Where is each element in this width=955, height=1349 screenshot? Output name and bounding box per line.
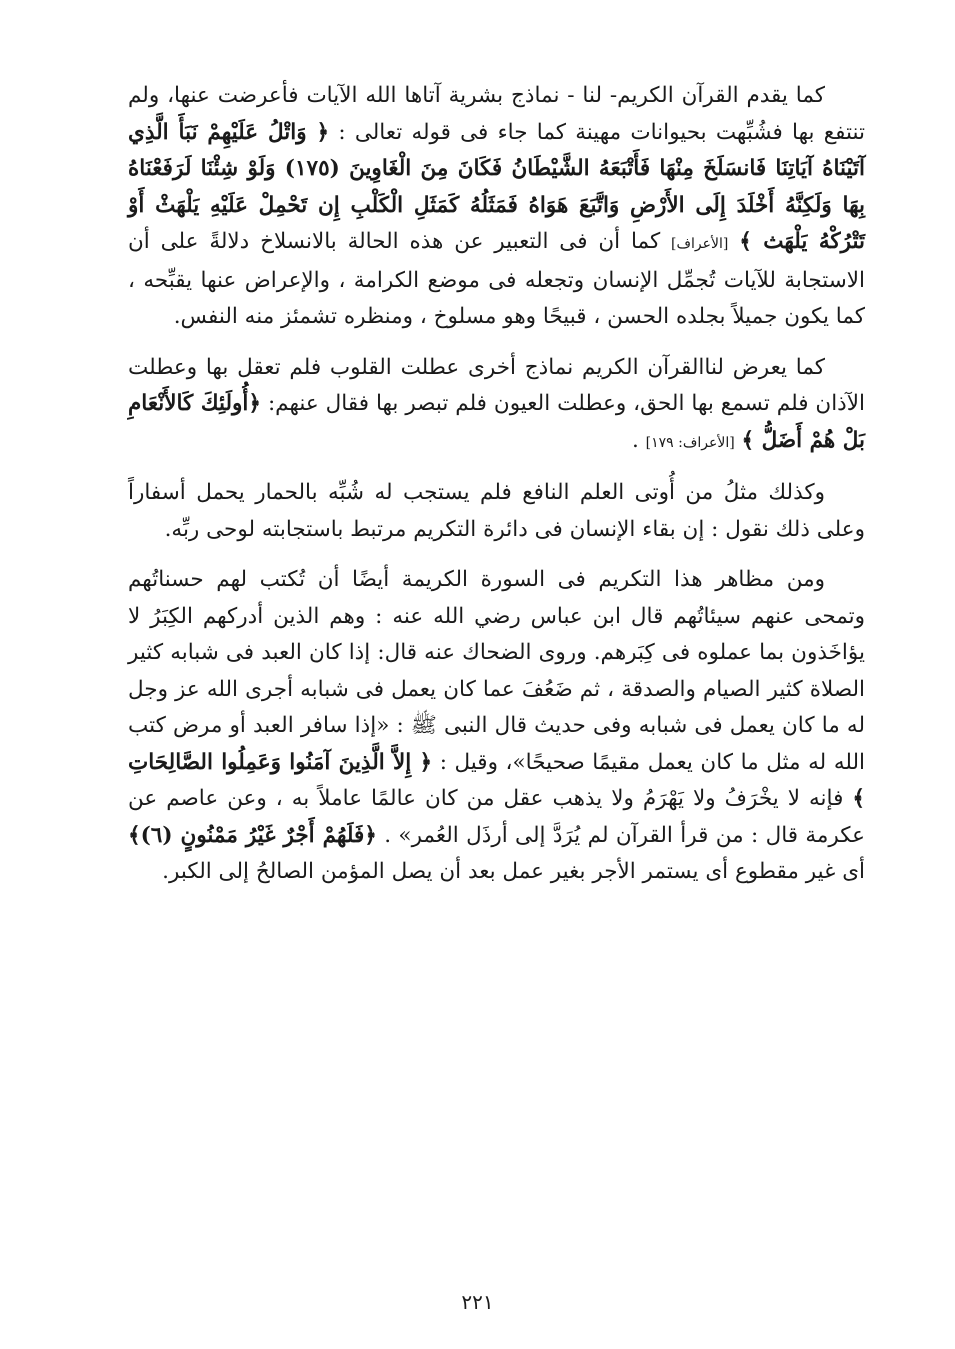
paragraph-2 <box>128 350 865 462</box>
paragraph-1-verse-reference: [الأعراف] <box>671 236 729 252</box>
paragraph-1 <box>128 78 865 336</box>
paragraph-2-text-b: . <box>631 427 639 453</box>
paragraph-1-text-a: كما يقدم القرآن الكريم- لنا - نماذج بشرية آتاها الله الآيات فأعرضت عنها، ولم تنتفع بها فشُبِّهت بحيوانات مهينة كما جاء فى قوله تعالى : <box>128 83 865 145</box>
paragraph-2-quran-verse: ﴿أُولَئِكَ كَالأَنْعَامِ بَلْ هُمْ أَضَلُّ ﴾ <box>128 391 865 453</box>
paragraph-3 <box>128 475 865 548</box>
paragraph-4 <box>128 562 865 891</box>
paragraph-4-text-b: فإنه لا يخْرَفُ ولا يَهْرَمُ ولا يذهب عقل من كان عالمًا عاملاً به ، وعن عاصم عن عكرمة قال : من قرأ القرآن لم يُرَدَّ إلى أرذَل العُمر» . <box>128 786 865 848</box>
paragraph-4-text-a: ومن مظاهر هذا التكريم فى السورة الكريمة أيضًا أن تُكتب لهم حسناتُهم وتمحى عنهم سيئاتُهم قال ابن عباس رضي الله عنه : وهم الذين أدركهم الكِبَرُ لا يؤاخَذون بما عملوه فى كِبَرهم. وروى الضحاك عنه قال: إذا كان العبد فى شبابه كثير الصلاة كثير الصيام والصدقة ، ثم ضَعُفَ عما كان يعمل فى شبابه أجرى الله عز وجل له ما كان يعمل فى شبابه وفى حديث قال النبى ﷺ : «إذا سافر العبد أو مرض كتب الله له مثل ما كان يعمل مقيمًا صحيحًا»، وقيل : <box>128 567 865 775</box>
page-body <box>128 78 865 905</box>
paragraph-1-text-b: كما أن فى التعبير عن هذه الحالة بالانسلاخ دلالةً على أن الاستجابة للآيات تُجمِّل الإنسان وتجعله فى موضع الكرامة ، والإعراض عنها يقبِّحه ، كما يكون جميلاً بجلده الحسن ، قبيحًا وهو مسلوخ ، ومنظره تشمئز منه النفس. <box>128 229 865 329</box>
paragraph-4-quran-verse-1: ﴿ إِلاَّ الَّذِينَ آمَنُوا وَعَمِلُوا الصَّالِحَاتِ ﴾ <box>128 749 865 811</box>
paragraph-4-text-c: أى غير مقطوع أى يستمر الأجر بغير عمل بعد أن يصل المؤمن الصالحُ إلى الكبر. <box>162 859 865 884</box>
page-number: ٢٢١ <box>461 1290 494 1314</box>
paragraph-4-quran-verse-2: ﴿فَلَهُمْ أَجْرٌ غَيْرُ مَمْنُونٍ (٦)﴾ <box>128 822 377 848</box>
paragraph-3-text: وكذلك مثلُ من أُوتى العلم النافع فلم يستجب له شُبِّه بالحمار يحمل أسفاراً وعلى ذلك نقول : إن بقاء الإنسان فى دائرة التكريم مرتبط باستجابته لوحى ربِّه. <box>128 480 865 542</box>
paragraph-1-quran-verse: ﴿ وَاتْلُ عَلَيْهِمْ نَبَأَ الَّذِي آتَيْنَاهُ آيَاتِنَا فَانسَلَخَ مِنْهَا فَأَتْبَعَهُ الشَّيْطَانُ فَكَانَ مِنَ الْغَاوِينَ (١٧٥) وَلَوْ شِئْنَا لَرَفَعْنَاهُ بِهَا وَلَكِنَّهُ أَخْلَدَ إِلَى الأَرْضِ وَاتَّبَعَ هَوَاهُ فَمَثَلُهُ كَمَثَلِ الْكَلْبِ إِن تَحْمِلْ عَلَيْهِ يَلْهَثْ أَوْ تَتْرُكْهُ يَلْهَث ﴾ <box>128 119 865 254</box>
paragraph-2-verse-reference: [الأعراف: ١٧٩] <box>645 434 735 451</box>
paragraph-2-text-a: كما يعرض لناالقرآن الكريم نماذج أخرى عطلت القلوب فلم تعقل بها وعطلت الآذان فلم تسمع بها الحق، وعطلت العيون فلم تبصر بها فقال عنهم: <box>128 354 865 416</box>
